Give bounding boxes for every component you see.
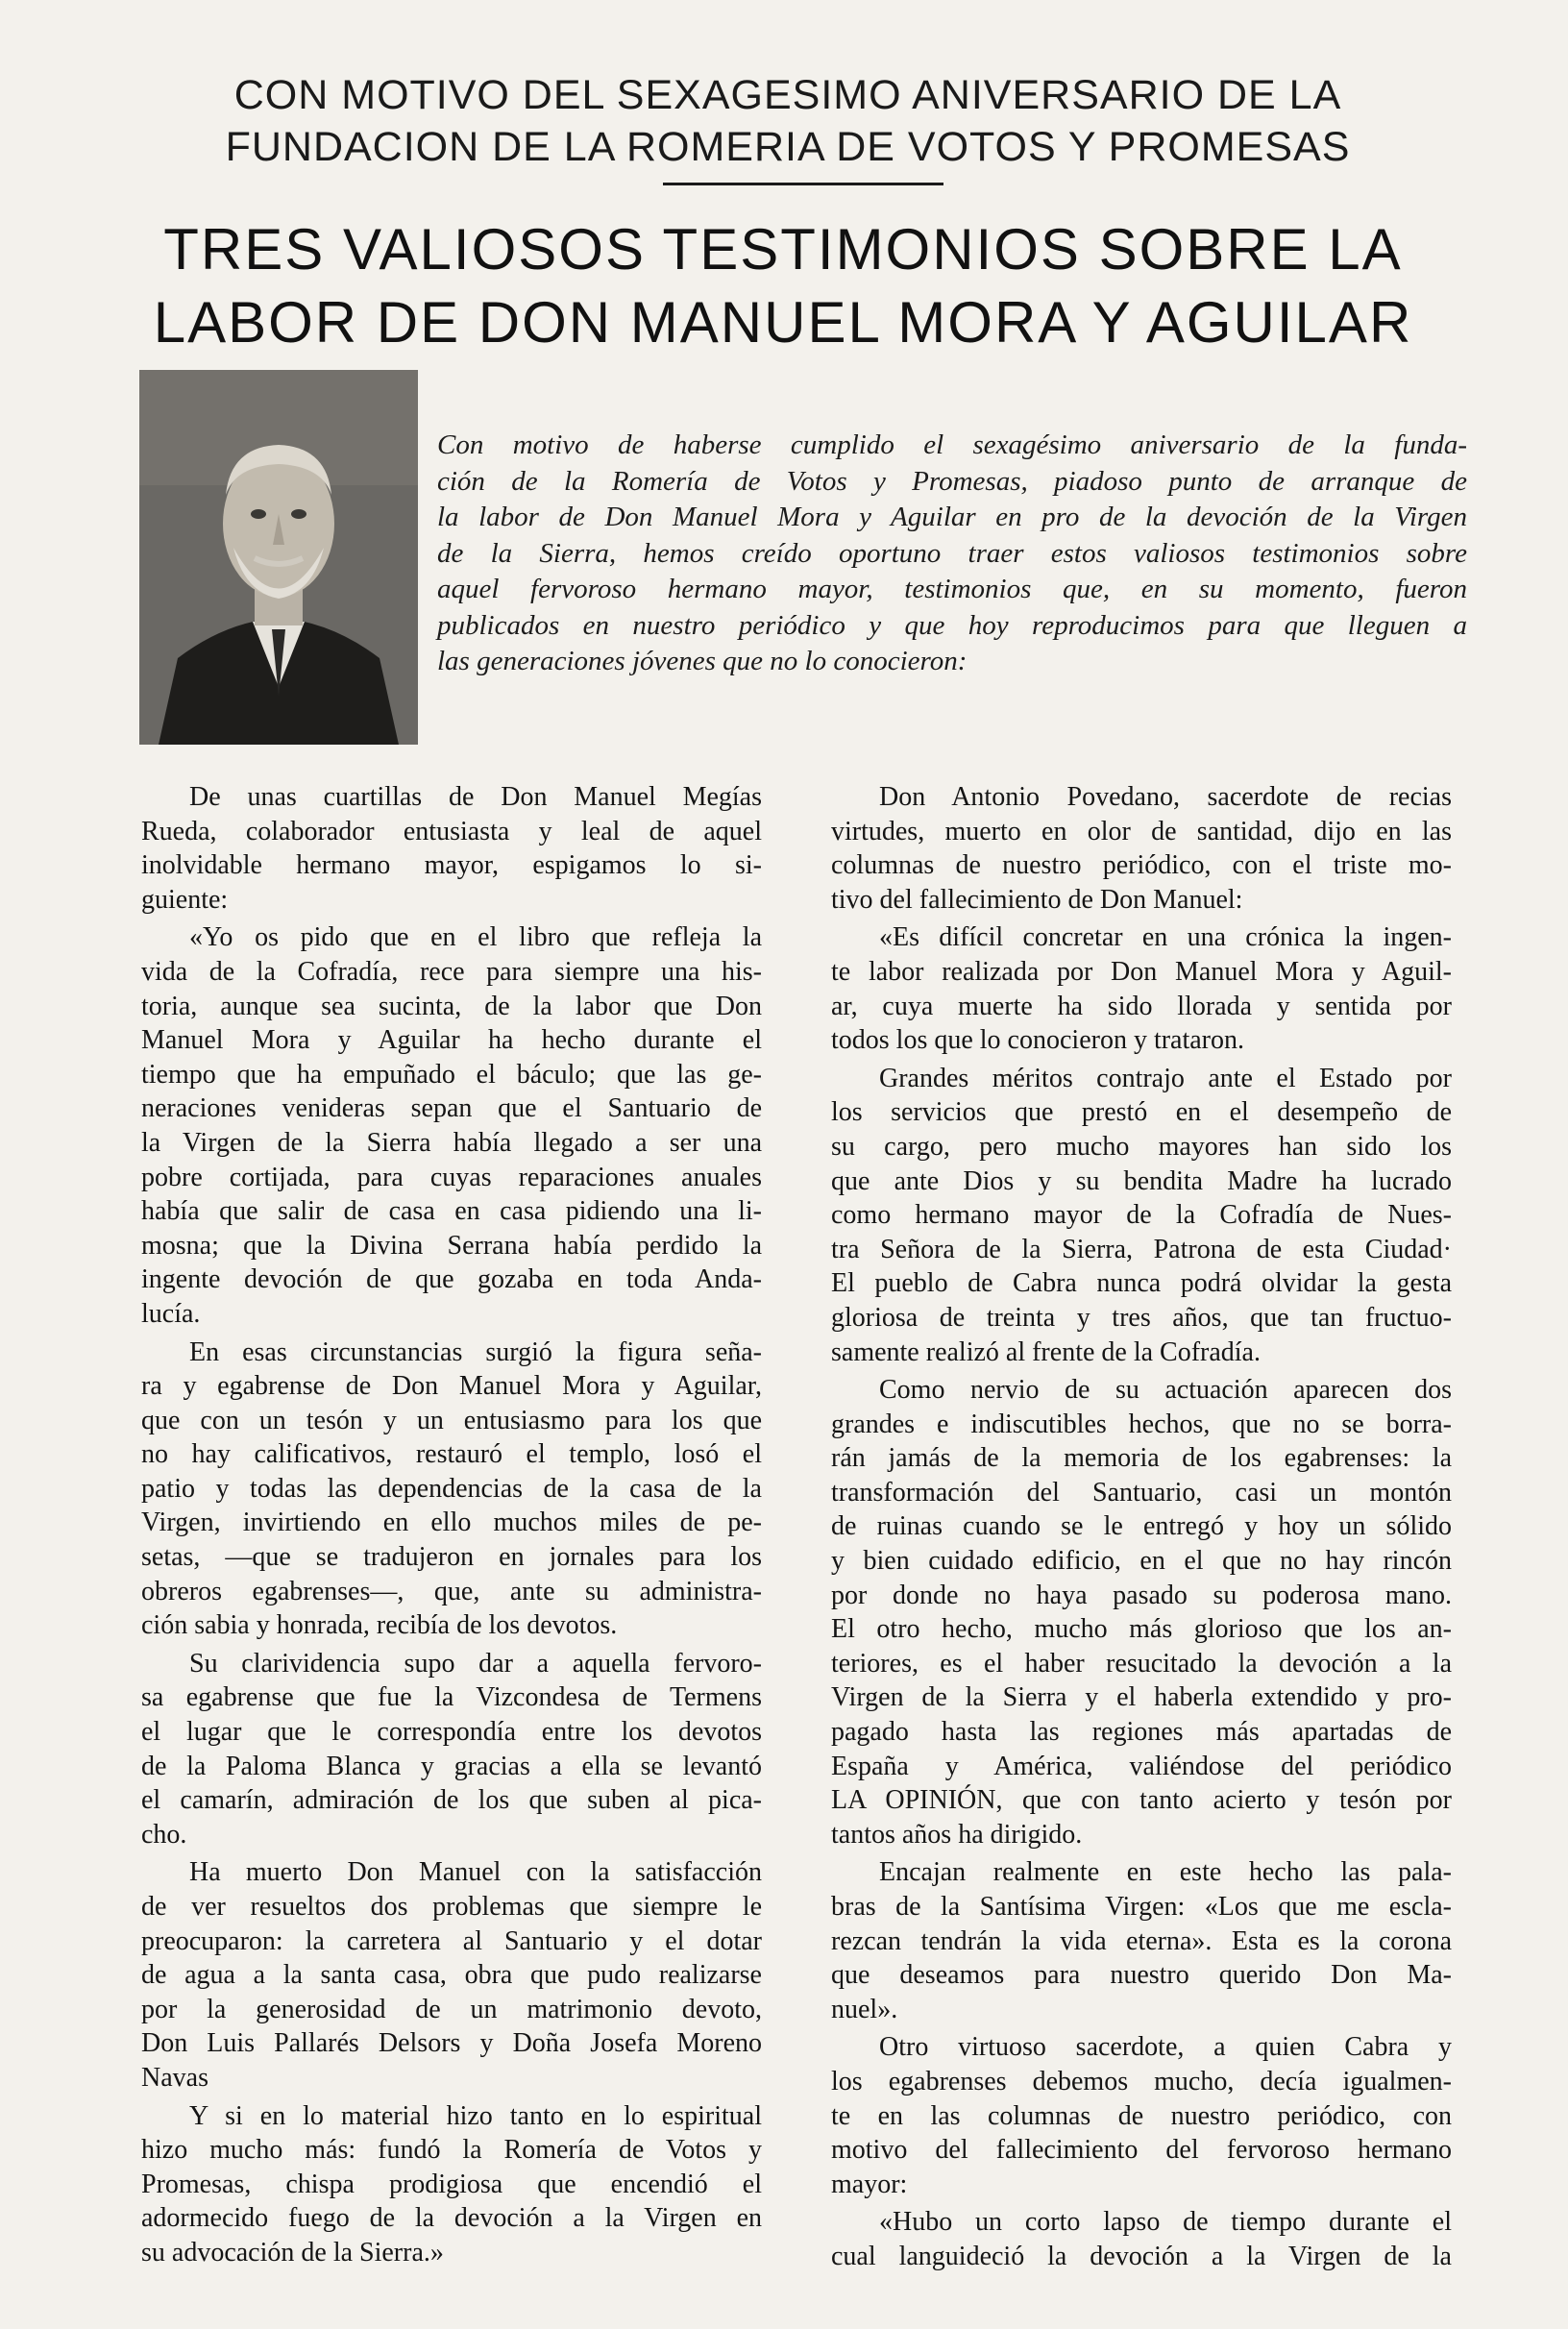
text-line: los servicios que prestó en el desempeño de — [831, 1097, 1452, 1128]
intro-line: de la Sierra, hemos creído oportuno traer estos valiosos testimonios sobre — [437, 537, 1467, 569]
text-line: Grandes méritos contrajo ante el Estado por — [879, 1063, 1452, 1093]
text-line: Rueda, colaborador entusiasta y leal de aquel — [141, 816, 762, 846]
intro-line: la labor de Don Manuel Mora y Aguilar en pro de la devoción de la Virgen — [437, 502, 1467, 532]
text-line: Y si en lo material hizo tanto en lo espiritual — [189, 2100, 762, 2131]
heading-divider — [663, 183, 943, 185]
text-line: Don Luis Pallarés Delsors y Doña Josefa Moreno — [141, 2028, 762, 2059]
text-line: tivo del fallecimiento de Don Manuel: — [831, 884, 1243, 915]
text-line: por donde no haya pasado su poderosa mano. — [831, 1580, 1452, 1610]
intro-line: las generaciones jóvenes que no lo conocieron: — [437, 646, 968, 676]
text-line: mayor: — [831, 2169, 908, 2199]
text-line: preocuparon: la carretera al Santuario y el dotar — [141, 1925, 762, 1956]
paragraph — [831, 2030, 1452, 2201]
text-line: rezcan tendrán la vida eterna». Esta es la corona — [831, 1925, 1452, 1956]
text-line: ra y egabrense de Don Manuel Mora y Aguilar, — [141, 1371, 762, 1402]
text-line: «Yo os pido que en el libro que refleja la — [189, 922, 762, 953]
text-line: En esas circunstancias surgió la figura seña- — [189, 1336, 762, 1367]
left-column — [141, 780, 762, 2270]
text-line: vida de la Cofradía, rece para siempre una his- — [141, 956, 762, 987]
text-line: mosna; que la Divina Serrana había perdido la — [141, 1230, 762, 1261]
text-line: bras de la Santísima Virgen: «Los que me escla- — [831, 1892, 1452, 1922]
paragraph — [141, 780, 762, 917]
text-line: Don Antonio Povedano, sacerdote de recias — [879, 782, 1452, 812]
text-line: cho. — [141, 1819, 187, 1850]
text-line: el lugar que le correspondía entre los devotos — [141, 1717, 762, 1748]
paragraph — [141, 920, 762, 1331]
text-line: de ruinas cuando se le entregó y hoy un sólido — [831, 1511, 1452, 1542]
text-line: te en las columnas de nuestro periódico, con — [831, 2100, 1452, 2131]
text-line: tra Señora de la Sierra, Patrona de esta Ciudad· — [831, 1234, 1452, 1264]
text-line: te labor realizada por Don Manuel Mora y Aguil- — [831, 956, 1452, 987]
text-line: LA OPINIÓN, que con tanto acierto y tesón por — [831, 1785, 1452, 1816]
text-line: pobre cortijada, para cuyas reparaciones anuales — [141, 1162, 762, 1192]
text-line: Navas — [141, 2062, 208, 2093]
text-line: guiente: — [141, 884, 229, 915]
text-line: de la Paloma Blanca y gracias a ella se levantó — [141, 1751, 762, 1781]
text-line: Virgen de la Sierra y el haberla extendido y pro- — [831, 1682, 1452, 1713]
text-line: transformación del Santuario, casi un montón — [831, 1477, 1452, 1508]
paragraph — [831, 920, 1452, 1057]
text-line: Ha muerto Don Manuel con la satisfacción — [189, 1857, 762, 1888]
intro-line: aquel fervoroso hermano mayor, testimonios que, en su momento, fueron — [437, 574, 1467, 604]
text-line: inolvidable hermano mayor, espigamos lo si- — [141, 850, 762, 881]
text-line: que ante Dios y su bendita Madre ha lucrado — [831, 1165, 1452, 1196]
paragraph — [831, 780, 1452, 917]
text-line: adormecido fuego de la devoción a la Virgen en — [141, 2203, 762, 2234]
intro-paragraph — [437, 428, 1467, 680]
text-line: teriores, es el haber resucitado la devoción a la — [831, 1648, 1452, 1679]
text-line: Otro virtuoso sacerdote, a quien Cabra y — [879, 2032, 1452, 2063]
text-line: Su clarividencia supo dar a aquella fervoro- — [189, 1648, 762, 1679]
paragraph — [831, 1855, 1452, 2026]
text-line: rán jamás de la memoria de los egabrenses: la — [831, 1443, 1452, 1474]
text-line: de agua a la santa casa, obra que pudo realizarse — [141, 1960, 762, 1991]
text-line: sa egabrense que fue la Vizcondesa de Termens — [141, 1682, 762, 1713]
portrait-photo — [139, 370, 418, 745]
text-line: Encajan realmente en este hecho las pala- — [879, 1857, 1452, 1888]
headline-line: LABOR DE DON MANUEL MORA Y AGUILAR — [153, 290, 1413, 355]
headline — [106, 213, 1460, 359]
text-line: grandes e indiscutibles hechos, que no se borra- — [831, 1409, 1452, 1439]
text-line: tiempo que ha empuñado el báculo; que las ge- — [141, 1059, 762, 1090]
text-line: que deseamos para nuestro querido Don Ma- — [831, 1960, 1452, 1991]
text-line: obreros egabrenses—, que, ante su administra- — [141, 1576, 762, 1606]
text-line: no hay calificativos, restauró el templo, losó el — [141, 1439, 762, 1470]
text-line: por la generosidad de un matrimonio devoto, — [141, 1994, 762, 2024]
text-line: como hermano mayor de la Cofradía de Nues- — [831, 1200, 1452, 1231]
paragraph — [831, 2205, 1452, 2273]
paragraph — [141, 1336, 762, 1643]
kicker-line: FUNDACION DE LA ROMERIA DE VOTOS Y PROMESAS — [225, 124, 1351, 170]
paragraph — [831, 1373, 1452, 1851]
text-line: los egabrenses debemos mucho, decía igualmen- — [831, 2066, 1452, 2096]
text-line: pagado hasta las regiones más apartadas de — [831, 1717, 1452, 1748]
text-line: su advocación de la Sierra.» — [141, 2237, 444, 2268]
text-line: ción sabia y honrada, recibía de los devotos. — [141, 1610, 618, 1641]
text-line: el camarín, admiración de los que suben al pica- — [141, 1785, 762, 1816]
text-line: «Es difícil concretar en una crónica la ingen- — [879, 922, 1452, 953]
text-line: motivo del fallecimiento del fervoroso hermano — [831, 2135, 1452, 2166]
text-line: ingente devoción de que gozaba en toda Anda- — [141, 1264, 762, 1295]
text-line: la Virgen de la Sierra había llegado a ser una — [141, 1127, 762, 1158]
headline-line: TRES VALIOSOS TESTIMONIOS SOBRE LA — [163, 217, 1403, 282]
text-line: de ver resueltos dos problemas que siempre le — [141, 1892, 762, 1922]
kicker-heading — [144, 69, 1432, 173]
text-line: cual languideció la devoción a la Virgen de la — [831, 2241, 1452, 2271]
intro-line: ción de la Romería de Votos y Promesas, piadoso punto de arranque de — [437, 465, 1467, 497]
paragraph — [831, 1062, 1452, 1369]
intro-line: Con motivo de haberse cumplido el sexagésimo aniversario de la funda- — [437, 429, 1467, 460]
text-line: que con un tesón y un entusiasmo para los que — [141, 1405, 762, 1435]
right-column — [831, 780, 1452, 2274]
paragraph — [141, 2099, 762, 2270]
text-line: Promesas, chispa prodigiosa que encendió el — [141, 2169, 762, 2199]
text-line: samente realizó al frente de la Cofradía. — [831, 1336, 1261, 1367]
text-line: neraciones venideras sepan que el Santuario de — [141, 1093, 762, 1124]
text-line: De unas cuartillas de Don Manuel Megías — [189, 782, 762, 812]
text-line: patio y todas las dependencias de la casa de la — [141, 1473, 762, 1504]
text-line: El otro hecho, mucho más glorioso que los an- — [831, 1614, 1452, 1645]
text-line: ar, cuya muerte ha sido llorada y sentida por — [831, 991, 1452, 1021]
text-line: lucía. — [141, 1298, 201, 1329]
intro-line: publicados en nuestro periódico y que hoy reproducimos para que lleguen a — [437, 609, 1467, 641]
text-line: nuel». — [831, 1994, 898, 2024]
text-line: gloriosa de treinta y tres años, que tan fructuo- — [831, 1302, 1452, 1333]
text-line: toria, aunque sea sucinta, de la labor que Don — [141, 991, 762, 1021]
text-line: virtudes, muerto en olor de santidad, dijo en las — [831, 816, 1452, 846]
text-line: Manuel Mora y Aguilar ha hecho durante el — [141, 1025, 762, 1056]
text-line: tantos años ha dirigido. — [831, 1819, 1083, 1850]
kicker-line: CON MOTIVO DEL SEXAGESIMO ANIVERSARIO DE LA — [233, 72, 1342, 118]
text-line: Como nervio de su actuación aparecen dos — [879, 1375, 1452, 1406]
text-line: columnas de nuestro periódico, con el triste mo- — [831, 850, 1452, 881]
text-line: todos los que lo conocieron y trataron. — [831, 1025, 1245, 1056]
text-line: Virgen, invirtiendo en ello muchos miles de pe- — [141, 1508, 762, 1538]
text-line: España y América, valiéndose del periódico — [831, 1751, 1452, 1781]
text-line: setas, —que se tradujeron en jornales para los — [141, 1542, 762, 1573]
text-line: hizo mucho más: fundó la Romería de Votos y — [141, 2135, 762, 2166]
text-line: había que salir de casa en casa pidiendo una li- — [141, 1196, 762, 1227]
text-line: El pueblo de Cabra nunca podrá olvidar la gesta — [831, 1268, 1452, 1299]
text-line: y bien cuidado edificio, en el que no hay rincón — [831, 1546, 1452, 1577]
text-line: «Hubo un corto lapso de tiempo durante el — [879, 2207, 1452, 2238]
paragraph — [141, 1855, 762, 2095]
paragraph — [141, 1647, 762, 1852]
text-line: su cargo, pero mucho mayores han sido los — [831, 1131, 1452, 1162]
